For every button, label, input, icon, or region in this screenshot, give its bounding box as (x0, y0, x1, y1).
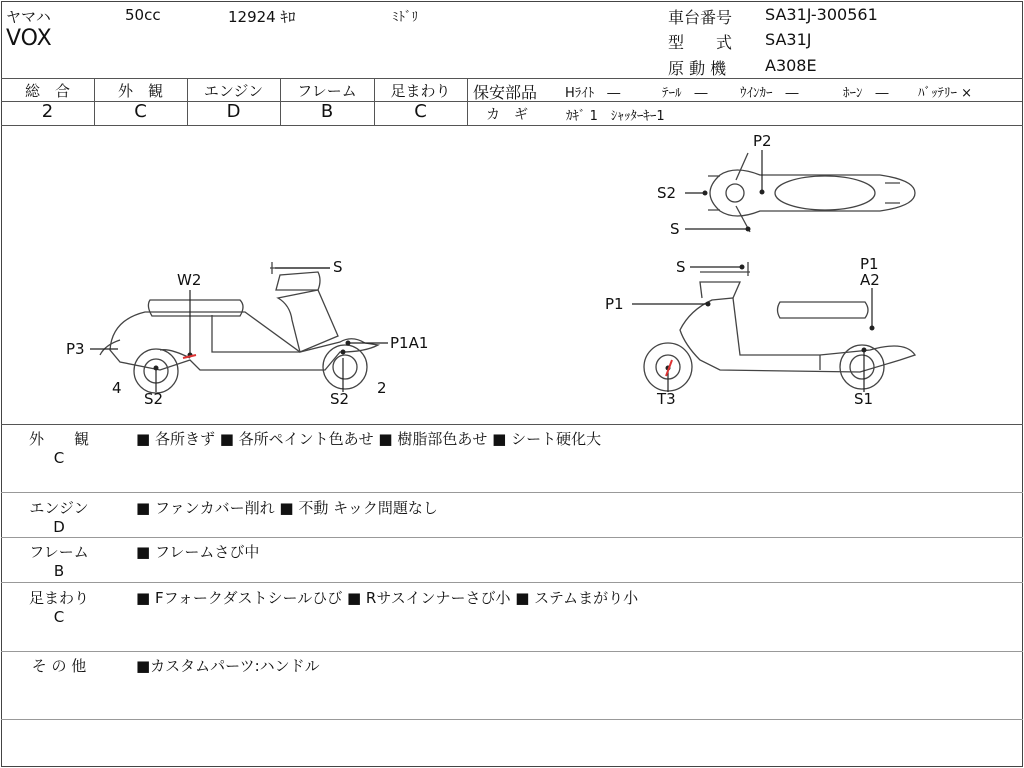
divider (1, 492, 1023, 493)
exterior-grade-label: 外 観 (117, 82, 163, 100)
scooter-top-view (708, 153, 915, 232)
label-s2-rear: S2 (144, 390, 164, 408)
damage-diagram (0, 125, 1024, 425)
taillight-status: ﾃｰﾙ ― (662, 86, 708, 101)
label-p1a1: P1A1 (390, 334, 429, 352)
other-section-label: そ の 他 (31, 657, 87, 675)
battery-status: ﾊﾞｯﾃﾘｰ × (918, 86, 973, 101)
overall-grade-label: 総 合 (24, 82, 70, 100)
displacement: 50cc (125, 6, 161, 24)
divider (1, 424, 1023, 425)
divider (1, 537, 1023, 538)
engine-notes: ■ ファンカバー削れ ■ 不動 キック問題なし (136, 499, 438, 517)
label-p1-right: P1 (605, 295, 624, 313)
label-t3: T3 (657, 390, 676, 408)
suspension-section-label: 足まわり (28, 589, 89, 607)
suspension-notes: ■ Fフォークダストシールひび ■ Rサスインナーさび小 ■ ステムまがり小 (136, 589, 639, 607)
label-p1-right-top: P1 (860, 255, 879, 273)
label-s2-front: S2 (330, 390, 350, 408)
frame-notes: ■ フレームさび中 (136, 543, 260, 561)
frame-grade-value: B (320, 101, 334, 122)
label-s-right: S (676, 258, 686, 276)
type-value: SA31J (765, 30, 812, 49)
label-a2: A2 (860, 271, 880, 289)
damage-marks (183, 355, 672, 376)
engine-section-grade: D (53, 518, 65, 536)
winker-status: ｳｲﾝｶｰ ― (740, 86, 799, 101)
label-p3: P3 (66, 340, 85, 358)
divider (1, 719, 1023, 720)
frame-section-grade: B (53, 562, 65, 580)
other-notes: ■カスタムパーツ:ハンドル (136, 657, 320, 675)
maker: ヤマハ (6, 8, 51, 26)
label-w2: W2 (177, 271, 202, 289)
suspension-section-grade: C (53, 608, 65, 626)
scooter-left-view (100, 262, 378, 393)
safety-parts-label: 保安部品 (473, 83, 538, 102)
frame-section-label: フレーム (29, 543, 89, 561)
frame-number: SA31J-300561 (765, 5, 878, 24)
key-value: ｶｷﾞ 1 ｼｬｯﾀｰｷｰ1 (566, 109, 665, 124)
label-s1: S1 (854, 390, 874, 408)
label-s-top: S (670, 220, 680, 238)
divider (467, 101, 1022, 102)
engine-section-label: エンジン (29, 499, 89, 517)
exterior-section-label: 外 観 (28, 430, 89, 448)
horn-status: ﾎｰﾝ ― (843, 86, 889, 101)
divider (1, 651, 1023, 652)
engine-grade-value: D (226, 101, 241, 122)
divider (467, 78, 468, 125)
key-label: カ ギ (486, 107, 528, 123)
divider (1, 78, 1023, 79)
label-2: 2 (377, 379, 387, 397)
type-label: 型 式 (668, 33, 733, 52)
headlight-status: Hﾗｲﾄ ― (565, 86, 621, 101)
label-p2: P2 (753, 132, 772, 150)
suspension-grade-label: 足まわり (390, 82, 451, 100)
engine-label: 原 動 機 (668, 59, 727, 78)
model-name: VOX (6, 26, 52, 51)
exterior-notes: ■ 各所きず ■ 各所ペイント色あせ ■ 樹脂部色あせ ■ シート硬化大 (136, 430, 602, 448)
label-s-left: S (333, 258, 343, 276)
divider (1, 582, 1023, 583)
marker-dots (154, 190, 875, 371)
label-s2-top: S2 (657, 184, 677, 202)
color: ﾐﾄﾞﾘ (392, 10, 418, 25)
frame-number-label: 車台番号 (668, 8, 733, 27)
suspension-grade-value: C (414, 101, 427, 122)
leader-lines (90, 150, 872, 392)
mileage: 12924 ｷﾛ (228, 8, 296, 26)
frame-grade-label: フレーム (297, 82, 357, 100)
label-4: 4 (112, 379, 122, 397)
overall-grade-value: 2 (41, 101, 54, 122)
exterior-section-grade: C (53, 449, 65, 467)
exterior-grade-value: C (134, 101, 147, 122)
engine-value: A308E (765, 56, 817, 75)
engine-grade-label: エンジン (203, 82, 264, 100)
